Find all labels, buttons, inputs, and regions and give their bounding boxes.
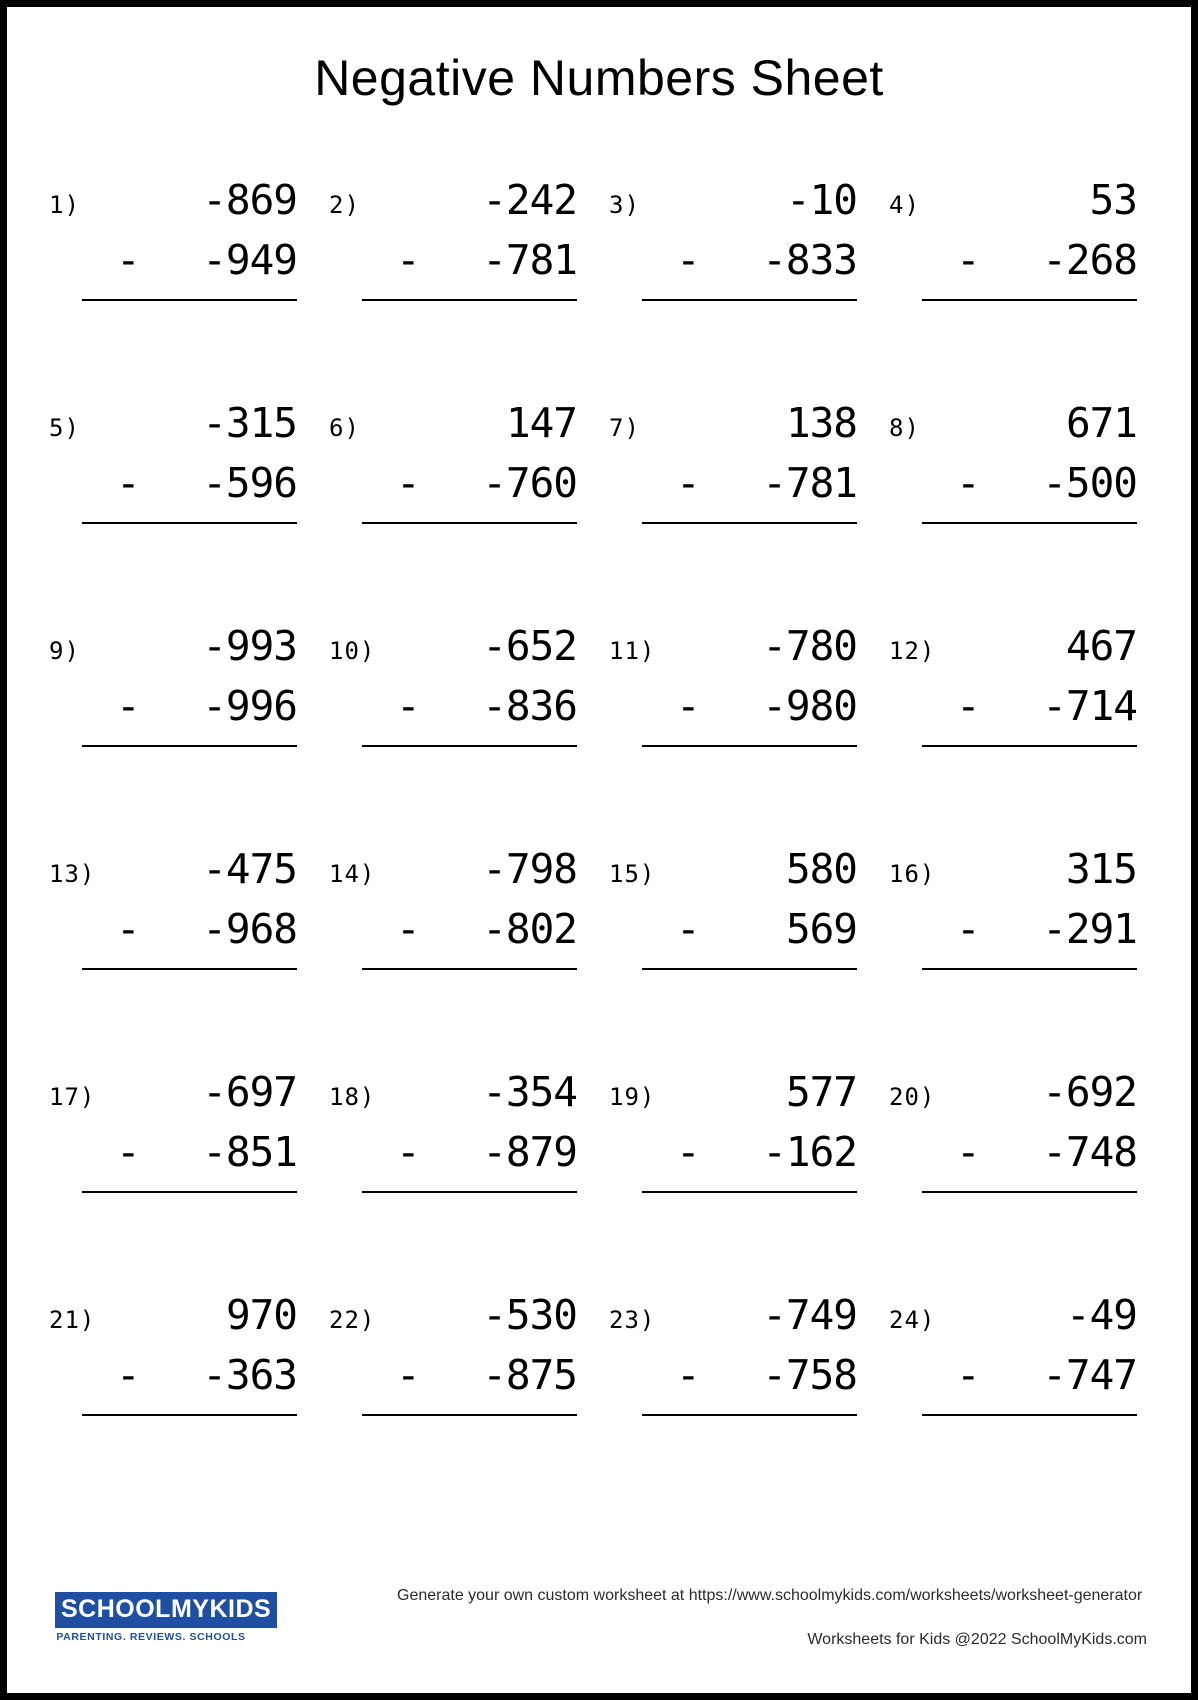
operand-bottom: -875 <box>482 1351 577 1399</box>
problem-number: 4) <box>889 191 920 219</box>
operand-bottom: -802 <box>482 905 577 953</box>
problem-number: 5) <box>49 414 80 442</box>
operand-bottom-row <box>922 227 1137 287</box>
operand-bottom: -363 <box>202 1351 297 1399</box>
operand-top: -475 <box>202 845 297 893</box>
problem-number: 6) <box>329 414 360 442</box>
operand-bottom: -833 <box>762 236 857 284</box>
problems-grid <box>7 165 1191 1503</box>
problem-number: 13) <box>49 860 96 888</box>
problem-stack <box>922 173 1137 301</box>
problem-number: 17) <box>49 1083 96 1111</box>
operand-bottom-row <box>642 227 857 287</box>
operator-symbol: - <box>116 682 140 730</box>
problem-stack <box>642 173 857 301</box>
operand-top: -749 <box>762 1291 857 1339</box>
answer-rule <box>642 968 857 970</box>
problem-stack <box>642 842 857 970</box>
problem-number: 11) <box>609 637 656 665</box>
operator-symbol: - <box>396 459 420 507</box>
answer-rule <box>922 1191 1137 1193</box>
problem-item <box>45 388 317 611</box>
problem-stack <box>82 396 297 524</box>
operand-bottom: -980 <box>762 682 857 730</box>
answer-rule <box>922 522 1137 524</box>
operator-symbol: - <box>116 1128 140 1176</box>
operator-symbol: - <box>956 1128 980 1176</box>
answer-rule <box>362 968 577 970</box>
answer-rule <box>362 745 577 747</box>
operand-bottom: -836 <box>482 682 577 730</box>
operand-bottom: -781 <box>762 459 857 507</box>
problem-item <box>605 1057 877 1280</box>
problem-number: 3) <box>609 191 640 219</box>
operand-top: 138 <box>785 399 857 447</box>
operand-top: -697 <box>202 1068 297 1116</box>
operand-top: 671 <box>1065 399 1137 447</box>
operator-symbol: - <box>396 236 420 284</box>
answer-rule <box>642 745 857 747</box>
operator-symbol: - <box>116 459 140 507</box>
operand-bottom-row <box>82 1342 297 1402</box>
operand-bottom-row <box>362 450 577 510</box>
operand-bottom-row <box>82 896 297 956</box>
operand-bottom-row <box>642 896 857 956</box>
operand-bottom: -949 <box>202 236 297 284</box>
operand-bottom-row <box>82 673 297 733</box>
problem-number: 1) <box>49 191 80 219</box>
problem-item <box>45 1057 317 1280</box>
operand-bottom: -500 <box>1042 459 1137 507</box>
operand-bottom: -748 <box>1042 1128 1137 1176</box>
operand-bottom-row <box>362 896 577 956</box>
problem-item <box>885 388 1157 611</box>
problem-item <box>325 611 597 834</box>
problem-stack <box>362 1288 577 1416</box>
operator-symbol: - <box>676 1128 700 1176</box>
answer-rule <box>922 968 1137 970</box>
problem-number: 19) <box>609 1083 656 1111</box>
page-footer <box>7 1559 1191 1679</box>
operand-top: -10 <box>785 176 857 224</box>
problem-number: 23) <box>609 1306 656 1334</box>
operator-symbol: - <box>956 459 980 507</box>
operand-top: -869 <box>202 176 297 224</box>
problem-stack <box>82 619 297 747</box>
problem-stack <box>82 1288 297 1416</box>
answer-rule <box>642 299 857 301</box>
operand-top: -798 <box>482 845 577 893</box>
operand-top: 970 <box>225 1291 297 1339</box>
operand-bottom-row <box>82 450 297 510</box>
operand-top: 467 <box>1065 622 1137 670</box>
problem-stack <box>922 396 1137 524</box>
problem-stack <box>922 1288 1137 1416</box>
operand-bottom: -268 <box>1042 236 1137 284</box>
operator-symbol: - <box>956 236 980 284</box>
problem-stack <box>922 842 1137 970</box>
problem-stack <box>82 173 297 301</box>
problem-number: 2) <box>329 191 360 219</box>
page-title: Negative Numbers Sheet <box>314 50 884 106</box>
generator-note: Generate your own custom worksheet at https://www.schoolmykids.com/worksheets/worksheet-generator <box>397 1587 1143 1604</box>
problem-item <box>605 165 877 388</box>
problem-item <box>605 388 877 611</box>
operand-bottom: -714 <box>1042 682 1137 730</box>
logo-tagline: PARENTING. REVIEWS. SCHOOLS <box>56 1631 246 1643</box>
problem-item <box>885 834 1157 1057</box>
answer-rule <box>82 745 297 747</box>
operand-bottom: -758 <box>762 1351 857 1399</box>
operand-bottom: -747 <box>1042 1351 1137 1399</box>
answer-rule <box>82 522 297 524</box>
problem-item <box>605 1280 877 1503</box>
operand-top: 315 <box>1065 845 1137 893</box>
answer-rule <box>82 1191 297 1193</box>
problem-stack <box>362 619 577 747</box>
problem-item <box>325 834 597 1057</box>
answer-rule <box>922 1414 1137 1416</box>
operand-bottom: -996 <box>202 682 297 730</box>
operand-bottom-row <box>362 227 577 287</box>
operand-bottom-row <box>82 1119 297 1179</box>
operand-bottom-row <box>922 896 1137 956</box>
operator-symbol: - <box>956 905 980 953</box>
operand-bottom: -851 <box>202 1128 297 1176</box>
answer-rule <box>82 299 297 301</box>
operand-top: -530 <box>482 1291 577 1339</box>
answer-rule <box>362 1191 577 1193</box>
operand-top: -780 <box>762 622 857 670</box>
operand-bottom-row <box>362 1119 577 1179</box>
problem-stack <box>82 1065 297 1193</box>
operand-bottom-row <box>82 227 297 287</box>
copyright-note: Worksheets for Kids @2022 SchoolMyKids.com <box>807 1631 1147 1648</box>
problem-item <box>325 1057 597 1280</box>
problem-item <box>45 834 317 1057</box>
operand-bottom-row <box>922 673 1137 733</box>
problem-number: 16) <box>889 860 936 888</box>
operand-top: -315 <box>202 399 297 447</box>
operand-top: -49 <box>1065 1291 1137 1339</box>
operator-symbol: - <box>956 682 980 730</box>
operand-top: 53 <box>1089 176 1137 224</box>
problem-number: 21) <box>49 1306 96 1334</box>
operator-symbol: - <box>396 682 420 730</box>
operand-top: 577 <box>785 1068 857 1116</box>
problem-stack <box>362 1065 577 1193</box>
operand-bottom: -291 <box>1042 905 1137 953</box>
operand-bottom-row <box>642 673 857 733</box>
operand-bottom-row <box>922 1342 1137 1402</box>
problem-stack <box>642 1288 857 1416</box>
operand-top: -692 <box>1042 1068 1137 1116</box>
problem-item <box>885 611 1157 834</box>
operator-symbol: - <box>116 905 140 953</box>
problem-stack <box>362 173 577 301</box>
problem-stack <box>642 1065 857 1193</box>
operand-bottom: -968 <box>202 905 297 953</box>
problem-number: 8) <box>889 414 920 442</box>
problem-number: 7) <box>609 414 640 442</box>
answer-rule <box>82 1414 297 1416</box>
operand-bottom: -781 <box>482 236 577 284</box>
answer-rule <box>82 968 297 970</box>
operand-top: 580 <box>785 845 857 893</box>
problem-item <box>45 1280 317 1503</box>
operator-symbol: - <box>396 1128 420 1176</box>
problem-item <box>325 388 597 611</box>
problem-item <box>605 611 877 834</box>
operator-symbol: - <box>676 236 700 284</box>
operator-symbol: - <box>676 682 700 730</box>
operator-symbol: - <box>676 905 700 953</box>
operand-top: -242 <box>482 176 577 224</box>
operand-top: -993 <box>202 622 297 670</box>
problem-stack <box>362 842 577 970</box>
answer-rule <box>922 299 1137 301</box>
problem-stack <box>642 619 857 747</box>
problem-stack <box>922 1065 1137 1193</box>
operator-symbol: - <box>956 1351 980 1399</box>
problem-stack <box>642 396 857 524</box>
answer-rule <box>362 522 577 524</box>
operator-symbol: - <box>676 459 700 507</box>
problem-stack <box>362 396 577 524</box>
problem-number: 15) <box>609 860 656 888</box>
answer-rule <box>362 1414 577 1416</box>
operand-bottom-row <box>642 1119 857 1179</box>
operand-bottom: -596 <box>202 459 297 507</box>
answer-rule <box>642 1414 857 1416</box>
problem-stack <box>922 619 1137 747</box>
answer-rule <box>922 745 1137 747</box>
problem-number: 18) <box>329 1083 376 1111</box>
operand-top: 147 <box>505 399 577 447</box>
problem-number: 22) <box>329 1306 376 1334</box>
operand-bottom: -162 <box>762 1128 857 1176</box>
operator-symbol: - <box>396 905 420 953</box>
operand-bottom-row <box>922 1119 1137 1179</box>
operand-bottom-row <box>362 1342 577 1402</box>
operand-top: -652 <box>482 622 577 670</box>
operand-bottom-row <box>362 673 577 733</box>
operand-bottom: -879 <box>482 1128 577 1176</box>
problem-item <box>885 165 1157 388</box>
problem-number: 12) <box>889 637 936 665</box>
answer-rule <box>642 522 857 524</box>
problem-item <box>45 611 317 834</box>
problem-number: 20) <box>889 1083 936 1111</box>
operator-symbol: - <box>116 1351 140 1399</box>
operand-bottom-row <box>922 450 1137 510</box>
problem-item <box>325 165 597 388</box>
problem-stack <box>82 842 297 970</box>
problem-number: 9) <box>49 637 80 665</box>
problem-item <box>885 1057 1157 1280</box>
operator-symbol: - <box>116 236 140 284</box>
problem-item <box>45 165 317 388</box>
operator-symbol: - <box>676 1351 700 1399</box>
operand-bottom: -760 <box>482 459 577 507</box>
problem-item <box>605 834 877 1057</box>
answer-rule <box>362 299 577 301</box>
operand-bottom-row <box>642 450 857 510</box>
problem-number: 10) <box>329 637 376 665</box>
problem-item <box>885 1280 1157 1503</box>
answer-rule <box>642 1191 857 1193</box>
schoolmykids-logo <box>55 1592 272 1643</box>
problem-number: 14) <box>329 860 376 888</box>
problem-number: 24) <box>889 1306 936 1334</box>
operand-top: -354 <box>482 1068 577 1116</box>
problem-item <box>325 1280 597 1503</box>
operator-symbol: - <box>396 1351 420 1399</box>
operand-bottom-row <box>642 1342 857 1402</box>
operand-bottom: 569 <box>785 905 857 953</box>
logo-wordmark: SCHOOLMYKIDS <box>55 1592 277 1628</box>
